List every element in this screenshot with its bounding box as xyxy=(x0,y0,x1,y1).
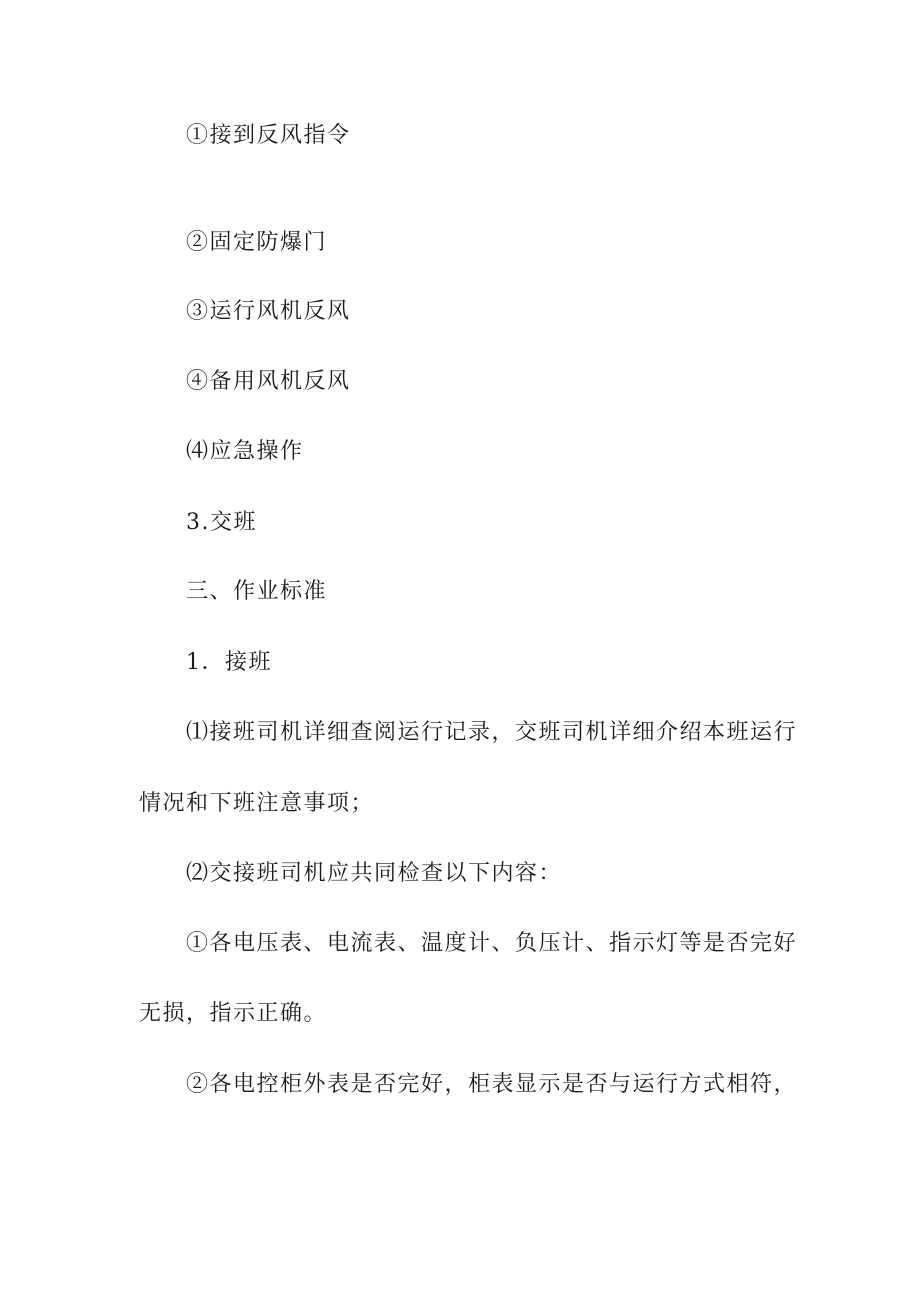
subsection-heading: 1．接班 xyxy=(186,650,272,675)
paragraph-line: ④备用风机反风 xyxy=(186,369,351,394)
paragraph-line: ③运行风机反风 xyxy=(186,299,351,324)
paragraph-line: ①各电压表、电流表、温度计、负压计、指示灯等是否完好 xyxy=(186,931,798,956)
paragraph-line: 3.交班 xyxy=(186,510,257,535)
paragraph-line: 情况和下班注意事项； xyxy=(139,791,375,816)
paragraph-line: ①接到反风指令 xyxy=(186,123,351,148)
paragraph-line: ②固定防爆门 xyxy=(186,230,328,255)
paragraph-line: ⑴接班司机详细查阅运行记录，交班司机详细介绍本班运行 xyxy=(186,720,798,745)
paragraph-line: 无损，指示正确。 xyxy=(139,1001,328,1026)
paragraph-line: ⑷应急操作 xyxy=(186,439,304,464)
paragraph-line: ⑵交接班司机应共同检查以下内容： xyxy=(186,861,563,886)
paragraph-line: ②各电控柜外表是否完好，柜表显示是否与运行方式相符， xyxy=(186,1072,798,1097)
section-heading: 三、作业标准 xyxy=(186,579,328,604)
